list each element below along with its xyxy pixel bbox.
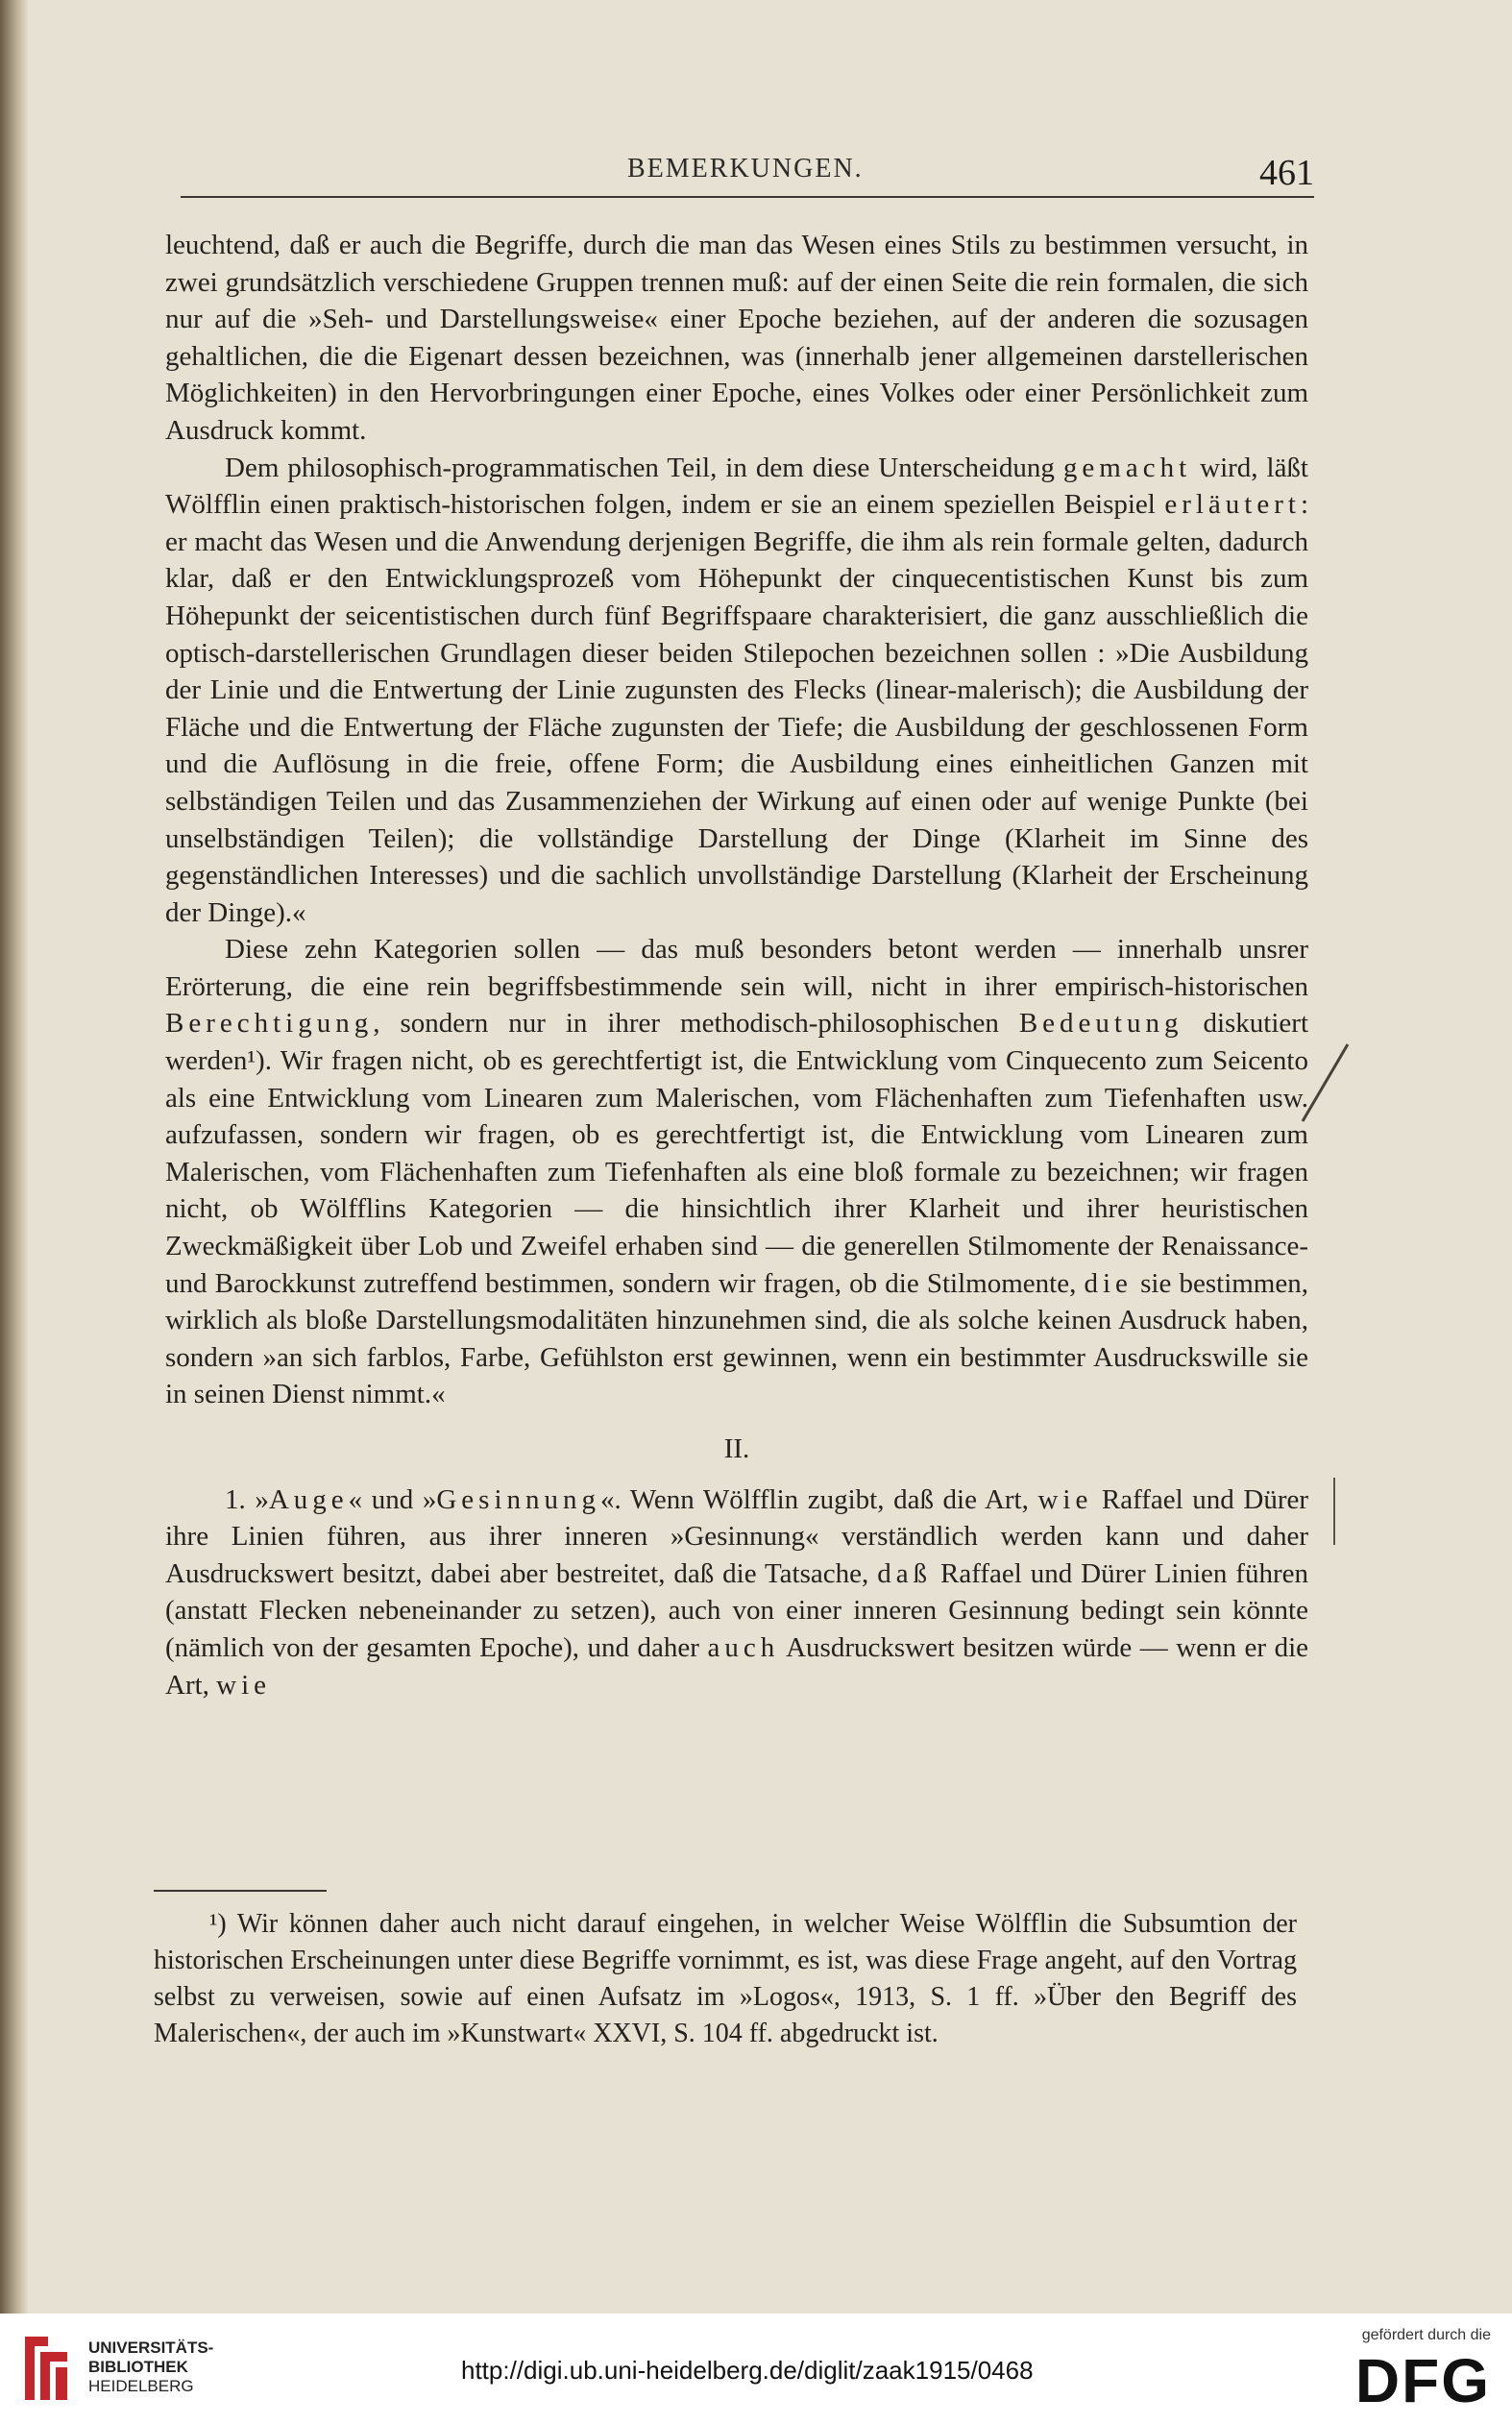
spaced-emphasis: Berechtigung	[165, 1008, 374, 1040]
footnote-rule	[154, 1890, 327, 1892]
spaced-emphasis: Gesinnung	[436, 1483, 601, 1515]
page-number: 461	[1259, 153, 1314, 193]
spaced-emphasis: Auge	[268, 1483, 349, 1515]
running-head: BEMERKUNGEN.	[627, 154, 864, 184]
permalink-url[interactable]: http://digi.ub.uni-heidelberg.de/diglit/zaak1915/0468	[461, 2356, 1034, 2385]
spaced-emphasis: auch	[707, 1631, 780, 1663]
text-run: wird, läßt Wölfflin einen praktisch-historischen folgen, indem er sie an einem speziellen Beispiel	[165, 452, 1308, 521]
text-run: Dem philosophisch-programmatischen Teil, in dem diese Unterscheidung	[225, 452, 1063, 483]
library-name-line: UNIVERSITÄTS-	[88, 2338, 214, 2357]
paragraph-2	[165, 450, 1308, 932]
footnote	[154, 1906, 1297, 2052]
book-spine-edge	[0, 0, 29, 2314]
ub-heidelberg-logo-icon[interactable]	[19, 2333, 73, 2404]
spaced-emphasis: wie	[216, 1669, 272, 1701]
library-name[interactable]	[88, 2338, 213, 2396]
spaced-emphasis: erläutert	[1164, 489, 1301, 521]
paragraph-1: leuchtend, daß er auch die Begriffe, durch die man das Wesen eines Stils zu bestimmen versucht, in zwei grundsätzlich verschiedene Gruppen trennen muß: auf der einen Seite die rein formalen, die sich nur auf die »Seh- und Darstellungsweise« einer Epoche beziehen, auf der anderen die sozusagen gehaltlichen, die die Eigenart dessen bezeichnen, was (innerhalb jener allgemeinen darstellerischen Möglichkeiten) in den Hervorbringungen einer Epoche, eines Volkes oder einer Persönlichkeit zum Ausdruck kommt.	[165, 230, 1308, 446]
header-rule	[181, 196, 1314, 198]
spaced-emphasis: die	[1084, 1267, 1133, 1299]
section-heading: II.	[723, 1433, 750, 1464]
text-run: : er macht das Wesen und die Anwendung derjenigen Begriffe, die ihm als rein formale gelten, dadurch klar, daß er den Entwicklungsprozeß vom Höhepunkt der cinquecentistischen Kunst bis zum Höhepunkt der seicentistischen durch fünf Begriffspaare charakterisiert, die ganz ausschließlich die optisch-darstellerischen Grundlagen dieser beiden Stilepochen bezeichnen sollen : »Die Ausbildung der Linie und die Entwertung der Linie zugunsten des Flecks (linear-malerisch); die Ausbildung der Fläche und die Entwertung der Fläche zugunsten der Tiefe; die Ausbildung der geschlossenen Form und die Auflösung in die freie, offene Form; die Ausbildung eines einheitlichen Ganzen mit selbständigen Teilen und das Zusammenziehen der Wirkung auf einen oder auf wenige Punkte (bei unselbständigen Teilen); die vollständige Darstellung der Dinge (Klarheit im Sinne des gegenständlichen Interesses) und die sachlich unvollständige Darstellung (Klarheit der Erscheinung der Dinge).«	[165, 489, 1308, 928]
text-run: 1. »	[225, 1483, 269, 1515]
text-run: «. Wenn Wölfflin zugibt, daß die Art,	[600, 1483, 1038, 1515]
spaced-emphasis: gemacht	[1062, 452, 1192, 483]
footnote-text: ¹) Wir können daher auch nicht darauf eingehen, in welcher Weise Wölfflin die Subsumtion der historischen Erscheinungen unter diese Begriffe vornimmt, es ist, was diese Frage angeht, auf den Vortrag selbst zu verweisen, sowie auf einen Aufsatz im »Logos«, 1913, S. 1 ff. »Über den Begriff des Malerischen«, der auch im »Kunstwart« XXVI, S. 104 ff. abgedruckt ist.	[154, 1909, 1297, 2048]
text-run: Diese zehn Kategorien sollen — das muß besonders betont werden — innerhalb unsrer Erörterung, die eine rein begriffsbestimmende sein will, nicht in ihrer empirisch-historischen	[165, 934, 1308, 1002]
funding-label: gefördert durch die	[1361, 2327, 1491, 2343]
page-header	[181, 144, 1314, 202]
text-run: sie bestimmen, wirklich als bloße Darstellungsmodalitäten hinzunehmen sind, die als solche keinen Ausdruck haben, sondern »an sich farblos, Farbe, Gefühlston erst gewinnen, wenn ein bestimmter Ausdruckswille sie in seinen Dienst nimmt.«	[165, 1267, 1308, 1410]
margin-pencil-stroke	[1295, 1040, 1353, 1126]
text-run: Ausdruckswert besitzen würde — wenn er die Art,	[165, 1631, 1308, 1701]
text-run: Raffael und Dürer Linien führen (anstatt Flecken nebeneinander zu setzen), auch von einer inneren Gesinnung bedingt sein könnte (nämlich von der gesamten Epoche), und daher	[165, 1557, 1308, 1663]
viewer-footer	[0, 2314, 1512, 2424]
spaced-emphasis: daß	[877, 1557, 933, 1589]
library-name-line: BIBLIOTHEK	[88, 2358, 188, 2376]
spaced-emphasis: Bedeutung	[1018, 1008, 1183, 1040]
text-run: diskutiert werden¹). Wir fragen nicht, ob es gerechtfertigt ist, die Entwicklung vom Cinquecento zum Seicento als eine Entwicklung vom Linearen zum Malerischen, vom Flächenhaften zum Tiefenhaften usw. aufzufassen, sondern wir fragen, ob es gerechtfertigt ist, die Entwicklung vom Linearen zum Malerischen, vom Flächenhaften zum Tiefenhaften als eine bloß formale zu bezeichnen; wir fragen nicht, ob Wölfflins Kategorien — die hinsichtlich ihrer Klarheit und ihrer heuristischen Zweckmäßigkeit über Lob und Zweifel erhaben sind — die generellen Stilmomente der Renaissance- und Barockkunst zutreffend bestimmen, sondern wir fragen, ob die Stilmomente,	[165, 1008, 1308, 1299]
spaced-emphasis: wie	[1037, 1483, 1093, 1515]
dfg-logo[interactable]: DFG	[1354, 2346, 1491, 2415]
paragraph-3	[165, 931, 1308, 1413]
margin-pencil-mark	[1333, 1478, 1335, 1545]
text-run: Raffael und Dürer ihre Linien führen, aus ihrer inneren »Gesinnung« verständlich werden kann und daher Ausdruckswert besitzt, dabei aber bestreitet, daß die Tatsache,	[165, 1483, 1309, 1589]
library-name-line: HEIDELBERG	[88, 2377, 194, 2395]
paragraph-4	[165, 1481, 1308, 1704]
body-text	[165, 227, 1308, 1703]
text-run: « und »	[348, 1483, 437, 1515]
text-run: , sondern nur in ihrer methodisch-philosophischen	[373, 1008, 1019, 1040]
